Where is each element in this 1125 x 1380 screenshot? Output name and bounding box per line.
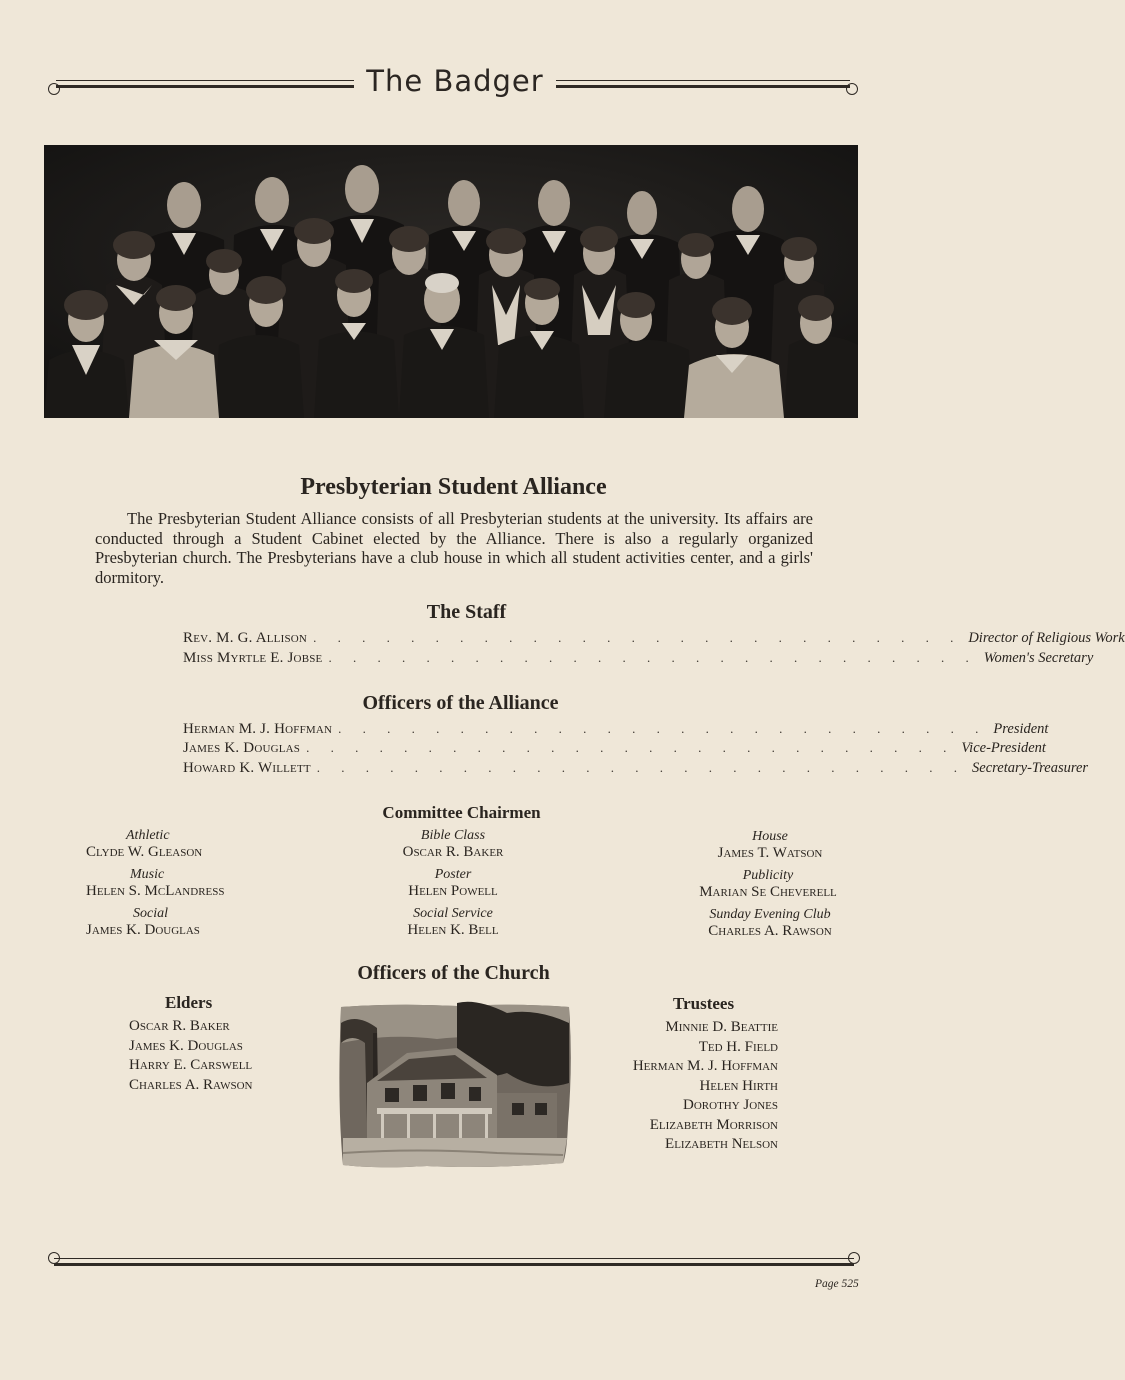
elder-name: Charles A. Rawson xyxy=(129,1076,253,1093)
committee-chair: Marian Se Cheverell xyxy=(699,884,837,900)
elders-heading: Elders xyxy=(165,993,213,1012)
page-number: Page 525 xyxy=(815,1278,859,1290)
committee-title: Sunday Evening Club xyxy=(709,907,831,922)
committee-chair: Helen S. McLandress xyxy=(86,883,225,899)
leader-dots: . . . . . . . . . . . . . . . . . . . . . . . . . . . xyxy=(313,630,963,645)
officer-role: Secretary-Treasurer xyxy=(972,760,1089,776)
committee-item xyxy=(676,907,864,940)
committee-item xyxy=(86,867,236,900)
trustee-name: Dorothy Jones xyxy=(683,1097,778,1113)
committee-chair: Helen Powell xyxy=(408,883,498,899)
officer-name: James K. Douglas xyxy=(183,740,301,756)
trustees-heading: Trustees xyxy=(673,994,735,1013)
elder-name: Harry E. Carswell xyxy=(129,1057,253,1073)
committee-chair: Clyde W. Gleason xyxy=(86,844,203,860)
officer-row xyxy=(183,721,1049,741)
staff-row xyxy=(183,630,1125,650)
church-officers-heading: Officers of the Church xyxy=(357,962,550,984)
staff-name: Miss Myrtle E. Jobse xyxy=(183,650,323,666)
committee-title: Athletic xyxy=(126,828,170,843)
committee-chair: Helen K. Bell xyxy=(407,922,499,938)
group-photo xyxy=(44,145,858,418)
committee-title: Poster xyxy=(434,867,472,882)
page-header-title: The Badger xyxy=(366,64,544,98)
staff-role: Women's Secretary xyxy=(983,650,1094,666)
committee-chair: Oscar R. Baker xyxy=(402,844,504,860)
trustee-name: Minnie D. Beattie xyxy=(665,1019,778,1035)
leader-dots: . . . . . . . . . . . . . . . . . . . . . . . . . . . xyxy=(328,650,978,665)
trustee-name: Ted H. Field xyxy=(698,1038,778,1055)
committee-chair: James T. Watson xyxy=(717,845,823,861)
leader-dots: . . . . . . . . . . . . . . . . . . . . . . . . . . . xyxy=(338,721,988,736)
staff-row xyxy=(183,650,1094,670)
header-rule-right xyxy=(556,80,850,90)
officer-role: President xyxy=(993,721,1049,737)
committee-item xyxy=(86,828,211,861)
trustee-name: Herman M. J. Hoffman xyxy=(632,1058,778,1074)
committee-title: Publicity xyxy=(742,868,794,883)
leader-dots: . . . . . . . . . . . . . . . . . . . . . . . . . . . xyxy=(316,760,967,775)
staff-name: Rev. M. G. Allison xyxy=(183,630,308,646)
trustee-name: Elizabeth Nelson xyxy=(665,1136,778,1152)
trustees-list xyxy=(600,1019,778,1156)
committee-title: Social xyxy=(133,906,168,921)
header-rule-left xyxy=(56,80,354,90)
committee-chair: James K. Douglas xyxy=(86,922,200,938)
committee-chair: Charles A. Rawson xyxy=(708,923,832,939)
officer-role: Vice-President xyxy=(961,740,1046,756)
section-title: Presbyterian Student Alliance xyxy=(300,474,607,500)
committee-item xyxy=(86,906,226,939)
committee-item xyxy=(378,906,528,939)
elder-name: James K. Douglas xyxy=(129,1037,243,1054)
alliance-officers-heading: Officers of the Alliance xyxy=(362,692,559,714)
staff-heading: The Staff xyxy=(426,601,507,623)
officer-row xyxy=(183,760,1089,780)
leader-dots: . . . . . . . . . . . . . . . . . . . . . . . . . . . xyxy=(306,740,956,755)
elders-list xyxy=(129,1018,253,1096)
staff-role: Director of Religious Work xyxy=(968,630,1125,646)
officer-name: Howard K. Willett xyxy=(183,760,311,776)
committee-title: House xyxy=(752,829,788,844)
committee-title: Social Service xyxy=(413,906,493,921)
church-house-photo xyxy=(337,1003,573,1169)
elder-name: Oscar R. Baker xyxy=(129,1018,230,1034)
trustee-name: Elizabeth Morrison xyxy=(649,1116,778,1133)
committee-item xyxy=(670,868,866,901)
footer-rule xyxy=(54,1258,854,1268)
committee-item xyxy=(378,828,528,861)
trustee-name: Helen Hirth xyxy=(699,1077,778,1094)
committee-heading: Committee Chairmen xyxy=(382,803,541,822)
intro-text: The Presbyterian Student Alliance consists of all Presbyterian students at the university. Its affairs are conducted through a Student Cabinet elected by the Alliance. There is also a regularly organized Presbyterian church. The Presbyterians have a club house in which all student activities center, and a girls' dormitory. xyxy=(95,509,813,587)
officer-row xyxy=(183,740,1046,760)
committee-title: Music xyxy=(130,867,165,882)
committee-item xyxy=(378,867,528,900)
committee-title: Bible Class xyxy=(420,828,486,843)
committee-item xyxy=(690,829,850,862)
intro-paragraph xyxy=(95,509,813,587)
officer-name: Herman M. J. Hoffman xyxy=(183,721,333,737)
